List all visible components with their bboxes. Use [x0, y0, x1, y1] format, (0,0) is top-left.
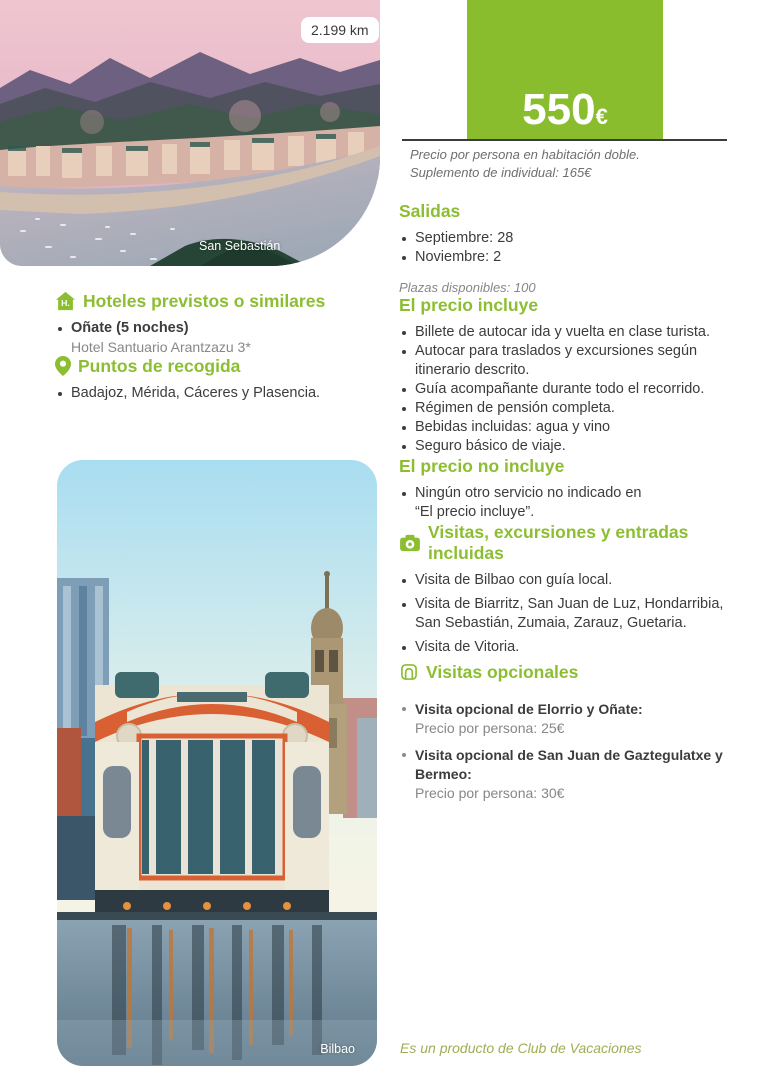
salidas-list — [399, 229, 745, 267]
photo-caption-san-sebastian: San Sebastián — [199, 239, 281, 253]
hotel-house-icon — [55, 291, 76, 311]
bullet-dot — [402, 492, 406, 496]
optional-visit-price: Precio por persona: 25€ — [415, 719, 565, 736]
list-item — [55, 384, 390, 403]
list-item — [399, 399, 745, 418]
list-item-text: Septiembre: 28 — [415, 230, 514, 247]
plazas-note: Plazas disponibles: 100 — [399, 280, 536, 296]
bullet-dot — [58, 392, 62, 396]
list-item — [399, 380, 745, 399]
bullet-dot — [402, 237, 406, 241]
pickup-title-row — [55, 356, 390, 376]
list-item — [399, 638, 745, 657]
list-item-text — [415, 746, 745, 802]
price-block — [467, 0, 663, 139]
visitas-title: Visitas, excursiones y entradas incluidas — [428, 522, 689, 563]
price-note-line2: Suplemento de individual: 165€ — [410, 165, 592, 180]
opcionales-title: Visitas opcionales — [426, 661, 579, 682]
hotel-name: Hotel Santuario Arantzazu 3* — [71, 339, 251, 356]
list-item — [399, 323, 745, 342]
list-item — [399, 571, 745, 590]
list-item — [399, 700, 745, 737]
list-item-text: Visita de Biarritz, San Juan de Luz, Hondarribia, San Sebastián, Zumaia, Zarauz, Guetaria. — [415, 595, 724, 631]
pickup-list — [55, 384, 390, 403]
bilbao-scene — [57, 460, 377, 1066]
price-value — [522, 85, 608, 139]
hotels-title-row — [55, 291, 390, 311]
list-item — [399, 484, 745, 522]
salidas-title: Salidas — [399, 201, 461, 221]
list-item-text: Seguro básico de viaje. — [415, 438, 566, 455]
bullet-dot — [402, 579, 406, 583]
opcionales-list — [399, 700, 745, 802]
no-incluye-list — [399, 484, 745, 522]
bullet-dot — [402, 388, 406, 392]
optional-visit-price: Precio por persona: 30€ — [415, 784, 565, 801]
optional-visit-title: Visita opcional de San Juan de Gaztegulatxe y Bermeo: — [415, 746, 723, 782]
bullet-dot — [402, 350, 406, 354]
bullet-dot — [402, 407, 406, 411]
incluye-title: El precio incluye — [399, 295, 539, 316]
incluye-list — [399, 323, 745, 456]
list-item-text: Billete de autocar ida y vuelta en clase turista. — [415, 324, 710, 341]
list-item — [399, 437, 745, 456]
bullet-dot — [402, 256, 406, 260]
list-item-text: Bebidas incluidas: agua y vino — [415, 419, 611, 436]
no-incluye-title: El precio no incluye — [399, 456, 565, 477]
hotels-title: Hoteles previstos o similares — [83, 291, 326, 311]
price-currency: € — [595, 104, 608, 129]
list-item-text: Visita de Vitoria. — [415, 638, 520, 655]
no-incluye-line1: Ningún otro servicio no indicado en — [415, 485, 642, 502]
map-pin-icon — [55, 356, 71, 376]
bullet-dot — [402, 603, 406, 607]
list-item-text — [415, 484, 745, 522]
bullet-dot — [402, 426, 406, 430]
left-column — [55, 291, 390, 403]
list-item-text — [71, 319, 390, 338]
list-item — [399, 248, 745, 267]
monument-icon — [399, 662, 419, 682]
list-item — [399, 229, 745, 248]
list-item — [399, 342, 745, 380]
photo-san-sebastian — [0, 0, 380, 266]
list-item — [399, 418, 745, 437]
list-item-text: Noviembre: 2 — [415, 249, 502, 266]
photo-bilbao — [57, 460, 377, 1066]
list-item-text — [415, 700, 745, 737]
bullet-dot — [402, 753, 406, 757]
bullet-dot — [402, 707, 406, 711]
distance-badge: 2.199 km — [301, 17, 379, 43]
price-amount: 550 — [522, 85, 596, 134]
visitas-title-row — [399, 522, 745, 562]
list-item-text: Autocar para traslados y excursiones según itinerario descrito. — [415, 343, 698, 379]
hotel-city-nights: Oñate (5 noches) — [71, 320, 189, 337]
list-item — [55, 319, 390, 338]
photo-caption-bilbao: Bilbao — [320, 1042, 355, 1056]
right-column — [399, 201, 745, 811]
price-divider — [402, 139, 727, 141]
opcionales-title-row — [399, 662, 745, 682]
footer-product-note: Es un producto de Club de Vacaciones — [400, 1040, 642, 1056]
bullet-dot — [402, 445, 406, 449]
list-item — [399, 746, 745, 802]
list-item-text: Badajoz, Mérida, Cáceres y Plasencia. — [71, 385, 321, 402]
bullet-dot — [402, 646, 406, 650]
visitas-list — [399, 571, 745, 657]
hotels-list — [55, 319, 390, 338]
list-item — [399, 595, 745, 633]
no-incluye-line2: “El precio incluye”. — [415, 504, 535, 521]
svg-text:H.: H. — [61, 297, 70, 308]
pickup-title: Puntos de recogida — [78, 356, 241, 377]
bullet-dot — [402, 331, 406, 335]
list-item-text: Guía acompañante durante todo el recorrido. — [415, 381, 705, 398]
list-item-text: Régimen de pensión completa. — [415, 400, 615, 417]
optional-visit-title: Visita opcional de Elorrio y Oñate: — [415, 700, 643, 717]
bullet-dot — [58, 327, 62, 331]
price-notes — [410, 146, 640, 182]
list-item-text: Visita de Bilbao con guía local. — [415, 571, 613, 588]
camera-icon — [399, 534, 421, 552]
price-note-line1: Precio por persona en habitación doble. — [410, 147, 640, 162]
